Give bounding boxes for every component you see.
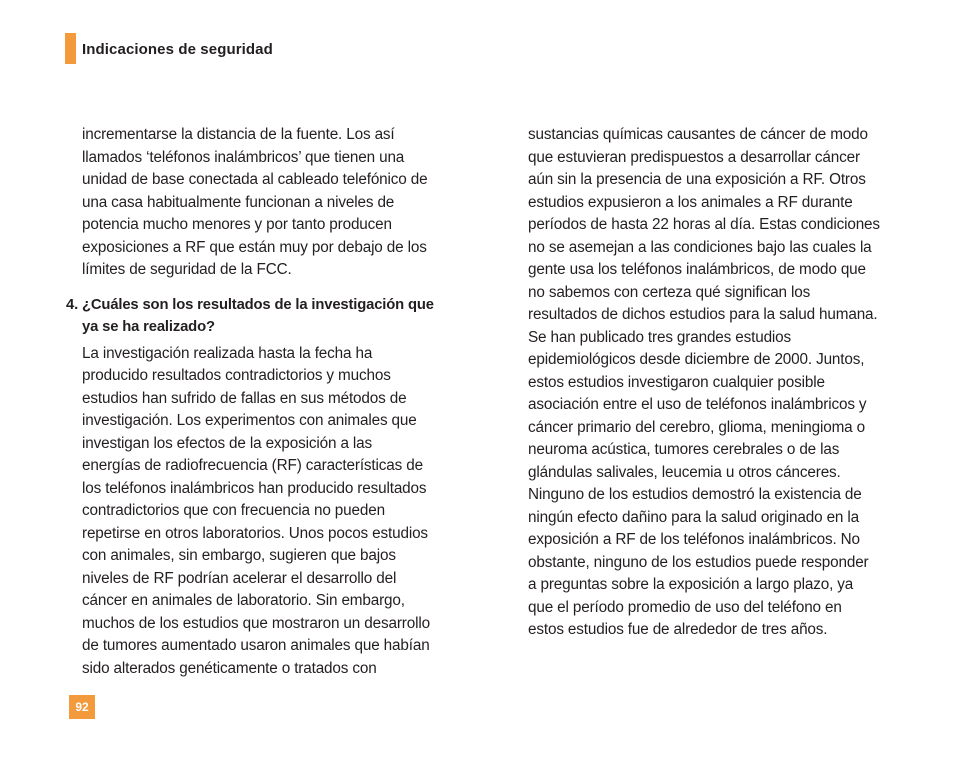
text-line: repetirse en otros laboratorios. Unos pocos estudios (82, 524, 428, 542)
question-heading (66, 294, 467, 339)
question-line: ya se ha realizado? (82, 319, 215, 335)
continued-paragraph (528, 124, 913, 642)
text-line: estos estudios investigaron cualquier posible (528, 373, 825, 391)
text-line: resultados de dichos estudios para la salud humana. (528, 306, 878, 323)
text-line: gente usa los teléfonos inalámbricos, de modo que (528, 261, 866, 278)
text-line: no se asemejan a las condiciones bajo las cuales la (528, 238, 872, 256)
text-line: Se han publicado tres grandes estudios (528, 328, 792, 346)
text-line: producido resultados contradictorios y muchos (82, 367, 391, 384)
text-line: potencia mucho menores y por tanto producen (82, 216, 392, 233)
page-number: 92 (69, 695, 95, 719)
text-line: neuroma acústica, tumores cerebrales o de las (528, 441, 840, 458)
question-line: ¿Cuáles son los resultados de la investigación que (82, 296, 434, 313)
text-line: con animales, sin embargo, sugieren que bajos (82, 547, 396, 564)
text-line: una casa habitualmente funcionan a niveles de (82, 193, 395, 211)
text-line: niveles de RF podrían acelerar el desarrollo del (82, 569, 397, 587)
question-number: 4. (66, 296, 79, 313)
text-line: estudios han sufrido de fallas en sus métodos de (82, 389, 407, 407)
section-marker (65, 33, 76, 64)
text-line: contradictorios que con frecuencia no pueden (82, 502, 385, 519)
text-line: exposiciones a RF que están muy por debajo de los (82, 238, 427, 256)
intro-paragraph (82, 124, 467, 282)
text-line: energías de radiofrecuencia (RF) características de (82, 457, 423, 474)
text-line: Ninguno de los estudios demostró la existencia de (528, 486, 862, 503)
right-column (528, 124, 913, 642)
left-column (66, 124, 467, 680)
section-title: Indicaciones de seguridad (82, 41, 273, 58)
text-line: a preguntas sobre la exposición a largo plazo, ya (528, 576, 854, 593)
text-line: epidemiológicos desde diciembre de 2000. Juntos, (528, 351, 865, 368)
text-line: asociación entre el uso de teléfonos inalámbricos y (528, 396, 867, 413)
text-line: cáncer en animales de laboratorio. Sin embargo, (82, 592, 405, 609)
text-line: períodos de hasta 22 horas al día. Estas condiciones (528, 216, 880, 233)
text-line: los teléfonos inalámbricos han producido resultados (82, 479, 427, 497)
text-line: que el período promedio de uso del teléfono en (528, 598, 842, 616)
text-line: unidad de base conectada al cableado telefónico de (82, 171, 428, 188)
text-line: llamados ‘teléfonos inalámbricos’ que tienen una (82, 148, 405, 166)
text-line: sido alterados genéticamente o tratados con (82, 659, 377, 677)
text-line: exposición a RF de los teléfonos inalámbricos. No (528, 531, 860, 548)
text-line: glándulas salivales, leucemia u otros cánceres. (528, 463, 841, 481)
text-line: cáncer primario del cerebro, glioma, meningioma o (528, 418, 865, 436)
text-line: ningún efecto dañino para la salud originado en la (528, 508, 859, 526)
text-line: sustancias químicas causantes de cáncer de modo (528, 126, 868, 143)
text-line: obstante, ninguno de los estudios puede responder (528, 553, 869, 571)
text-line: aún sin la presencia de una exposición a RF. Otros (528, 171, 866, 188)
text-line: de tumores aumentado usaron animales que habían (82, 637, 430, 654)
answer-paragraph (82, 343, 467, 681)
text-line: incrementarse la distancia de la fuente. Los así (82, 126, 395, 143)
text-line: no sabemos con certeza qué significan los (528, 283, 811, 301)
text-line: límites de seguridad de la FCC. (82, 261, 292, 278)
text-line: que estuvieran predispuestos a desarrollar cáncer (528, 148, 860, 166)
text-line: estos estudios fue de alrededor de tres años. (528, 621, 828, 638)
text-line: investigación. Los experimentos con animales que (82, 412, 417, 429)
text-line: estudios expusieron a los animales a RF durante (528, 193, 853, 211)
text-line: La investigación realizada hasta la fecha ha (82, 344, 373, 362)
text-line: investigan los efectos de la exposición a las (82, 434, 373, 452)
text-line: muchos de los estudios que mostraron un desarrollo (82, 614, 430, 632)
